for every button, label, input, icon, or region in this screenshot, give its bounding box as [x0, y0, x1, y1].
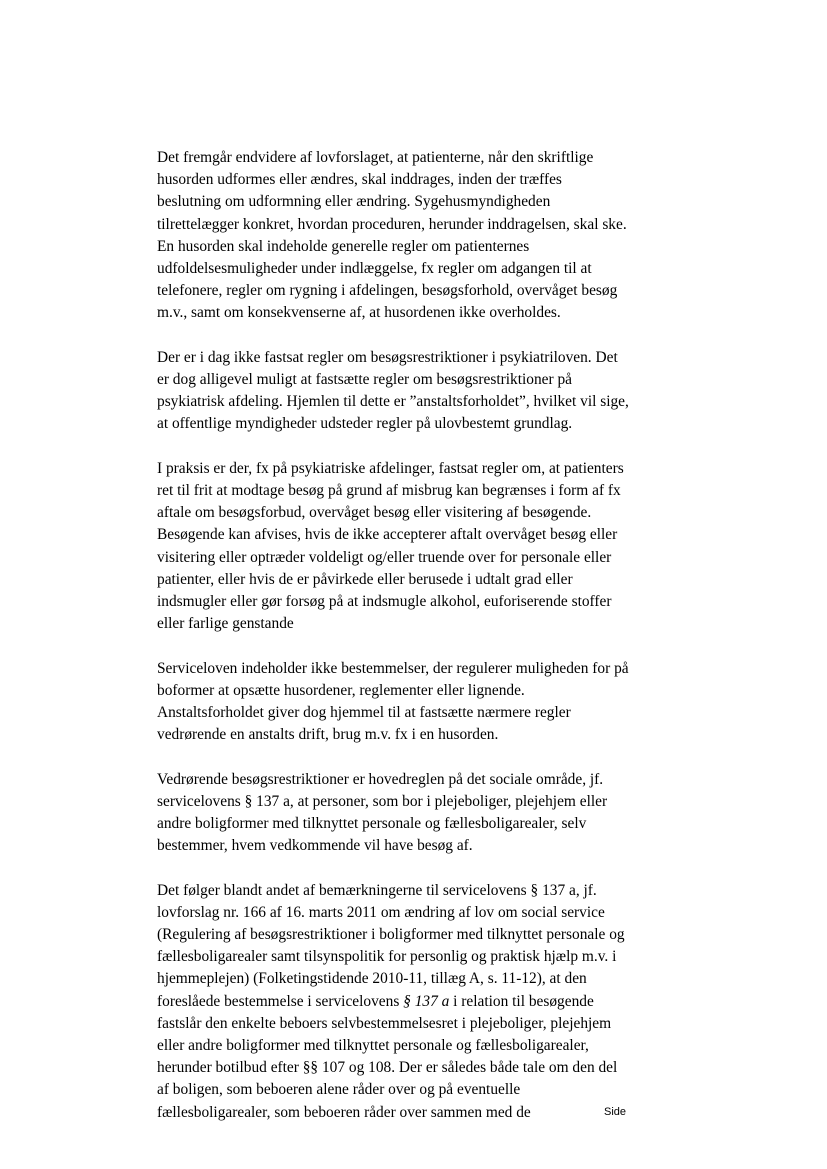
paragraph-serviceloven	[157, 658, 687, 747]
text-segment: foreslåede bestemmelse i servicelovens	[157, 992, 404, 1010]
text-line-with-reference	[157, 991, 687, 1013]
text-line: Serviceloven indeholder ikke bestemmelser, der regulerer muligheden for på	[157, 659, 629, 677]
text-line: andre boligformer med tilknyttet personale og fællesboligarealer, selv	[157, 815, 587, 833]
text-line: er dog alligevel muligt at fastsætte regler om besøgsrestriktioner på	[157, 371, 573, 389]
text-segment: i relation til besøgende	[449, 992, 594, 1010]
text-line: telefonere, regler om rygning i afdelingen, besøgsforhold, overvåget besøg	[157, 282, 618, 300]
text-line: patienter, eller hvis de er påvirkede eller berusede i udtalt grad eller	[157, 570, 573, 588]
text-line: ret til frit at modtage besøg på grund af misbrug kan begrænses i form af fx	[157, 482, 621, 500]
text-line: servicelovens § 137 a, at personer, som bor i plejeboliger, plejehjem eller	[157, 792, 608, 810]
text-line: af boligen, som beboeren alene råder over og på eventuelle	[157, 1081, 521, 1099]
text-line: fællesboligarealer samt tilsynspolitik for personlig og praktisk hjælp m.v. i	[157, 948, 617, 966]
text-line: En husorden skal indeholde generelle regler om patienternes	[157, 237, 530, 255]
text-line: eller andre boligformer med tilknyttet personale og fællesboligarealer,	[157, 1037, 589, 1055]
text-line: at offentlige myndigheder udsteder regler på ulovbestemt grundlag.	[157, 415, 573, 433]
text-line: psykiatrisk afdeling. Hjemlen til dette er ”anstaltsforholdet”, hvilket vil sige,	[157, 393, 629, 411]
text-line: aftale om besøgsforbud, overvåget besøg eller visitering af besøgende.	[157, 504, 592, 522]
text-line: eller farlige genstande	[157, 615, 294, 633]
text-line: fastslår den enkelte beboers selvbestemmelsesret i plejeboliger, plejehjem	[157, 1014, 612, 1032]
text-line: udfoldelsesmuligheder under indlæggelse, fx regler om adgangen til at	[157, 260, 592, 278]
section-reference: § 137 a	[403, 992, 450, 1010]
page-footer-label: Side	[604, 1106, 627, 1118]
text-line: fællesboligarealer, som beboeren råder over sammen med de	[157, 1103, 531, 1121]
text-line: Der er i dag ikke fastsat regler om besøgsrestriktioner i psykiatriloven. Det	[157, 348, 618, 366]
text-line: visitering eller optræder voldeligt og/eller truende over for personale eller	[157, 548, 612, 566]
text-line: Det fremgår endvidere af lovforslaget, at patienterne, når den skriftlige	[157, 149, 594, 166]
text-line: hjemmeplejen) (Folketingstidende 2010-11, tillæg A, s. 11-12), at den	[157, 970, 587, 988]
text-line: husorden udformes eller ændres, skal inddrages, inden der træffes	[157, 171, 562, 189]
text-line: herunder botilbud efter §§ 107 og 108. Der er således både tale om den del	[157, 1059, 618, 1077]
text-line: lovforslag nr. 166 af 16. marts 2011 om ændring af lov om social service	[157, 903, 605, 921]
text-line: beslutning om udformning eller ændring. Sygehusmyndigheden	[157, 193, 551, 211]
text-line: vedrørende en anstalts drift, brug m.v. fx i en husorden.	[157, 726, 499, 744]
text-line: boformer at opsætte husordener, reglementer eller lignende.	[157, 681, 525, 699]
paragraph-anstaltsforhold	[157, 347, 687, 436]
text-line: bestemmer, hvem vedkommende vil have besøg af.	[157, 837, 473, 855]
text-line: tilrettelægger konkret, hvordan proceduren, herunder inddragelsen, skal ske.	[157, 215, 627, 233]
text-line: I praksis er der, fx på psykiatriske afdelinger, fastsat regler om, at patienters	[157, 459, 624, 477]
paragraph-besoegsrestriktioner	[157, 769, 687, 858]
text-line: indsmugler eller gør forsøg på at indsmugle alkohol, euforiserende stoffer	[157, 593, 612, 611]
paragraph-husorden	[157, 147, 687, 325]
paragraph-praksis	[157, 458, 687, 636]
text-line: Besøgende kan afvises, hvis de ikke accepterer aftalt overvåget besøg eller	[157, 526, 618, 544]
text-line: Vedrørende besøgsrestriktioner er hovedreglen på det sociale område, jf.	[157, 770, 604, 788]
text-line: m.v., samt om konsekvenserne af, at husordenen ikke overholdes.	[157, 304, 561, 322]
text-line: Anstaltsforholdet giver dog hjemmel til at fastsætte nærmere regler	[157, 704, 571, 722]
document-body	[157, 147, 687, 1146]
text-line: Det følger blandt andet af bemærkningerne til servicelovens § 137 a, jf.	[157, 881, 597, 899]
paragraph-bemaerkninger	[157, 880, 687, 1124]
text-line: (Regulering af besøgsrestriktioner i boligformer med tilknyttet personale og	[157, 926, 625, 944]
